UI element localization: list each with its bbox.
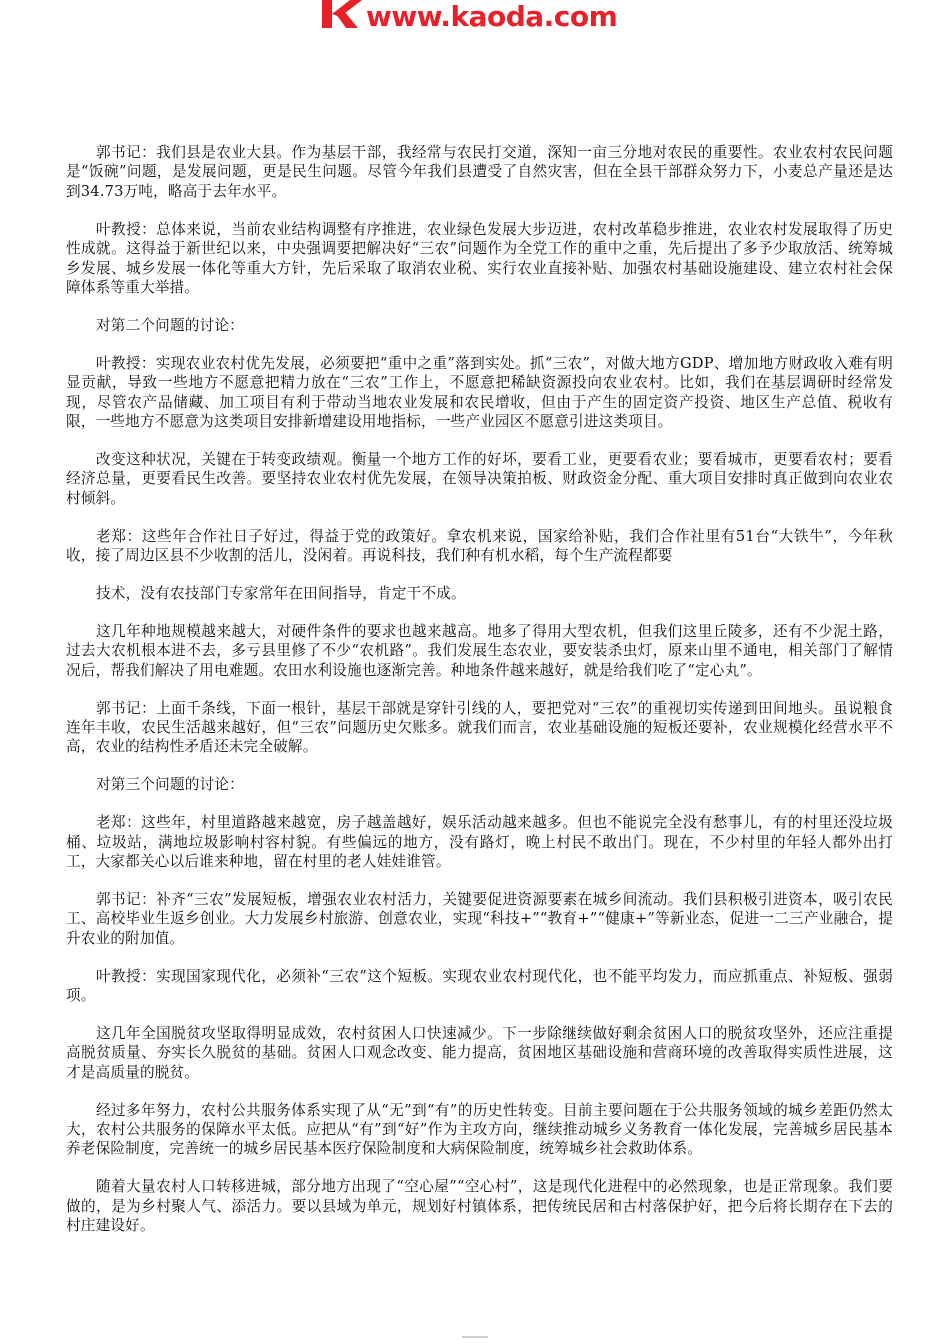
paragraph: 技术，没有农技部门专家常年在田间指导，肯定干不成。 [96, 584, 466, 602]
article-body [66, 143, 893, 1254]
k-logo-icon [318, 0, 362, 30]
site-logo-text[interactable]: www.kaoda.com [366, 0, 618, 33]
paragraph: 叶教授：实现农业农村优先发展，必须要把“重中之重”落到实处。抓“三农”，对做大地方GDP、增加地方财政收入难有明显贡献，导致一些地方不愿意把精力放在“三农”工作上，不愿意把稀缺资源投向农业农村。比如，我们在基层调研时经常发现，尽管农产品储藏、加工项目有利于带动当地农业发展和农民增收，但由于产生的固定资产投资、地区生产总值、税收有限，一些地方不愿意为这类项目安排新增建设用地指标，一些产业园区不愿意引进这类项目。 [66, 354, 893, 430]
paragraph: 这几年种地规模越来越大，对硬件条件的要求也越来越高。地多了得用大型农机，但我们这里丘陵多，还有不少泥土路，过去大农机根本进不去，多亏县里修了不少“农机路”。我们发展生态农业，要安装杀虫灯，原来山里不通电，相关部门了解情况后，帮我们解决了用电难题。农田水利设施也逐渐完善。种地条件越来越好，就是给我们吃了“定心丸”。 [66, 622, 893, 679]
paragraph: 郭书记：补齐“三农”发展短板，增强农业农村活力，关键要促进资源要素在城乡间流动。我们县积极引进资本，吸引农民工、高校毕业生返乡创业。大力发展乡村旅游、创意农业，实现“科技+”“教育+”“健康+”等新业态，促进一二三产业融合，提升农业的附加值。 [66, 890, 893, 947]
paragraph: 郭书记：我们县是农业大县。作为基层干部，我经常与农民打交道，深知一亩三分地对农民的重要性。农业农村农民问题是“饭碗”问题，是发展问题，更是民生问题。尽管今年我们县遭受了自然灾害，但在全县干部群众努力下，小麦总产量还是达到34.73万吨，略高于去年水平。 [66, 144, 893, 200]
paragraph: 叶教授：总体来说，当前农业结构调整有序推进，农业绿色发展大步迈进，农村改革稳步推进，农业农村发展取得了历史性成就。这得益于新世纪以来，中央强调要把解决好“三农”问题作为全党工作的重中之重，先后提出了多予少取放活、统筹城乡发展、城乡发展一体化等重大方针，先后采取了取消农业税、实行农业直接补贴、加强农村基础设施建设、建立农村社会保障体系等重大举措。 [66, 220, 893, 296]
site-header [0, 0, 950, 44]
paragraph: 老郑：这些年，村里道路越来越宽，房子越盖越好，娱乐活动越来越多。但也不能说完全没有愁事儿，有的村里还没垃圾桶、垃圾站，满地垃圾影响村容村貌。有些偏远的地方，没有路灯，晚上村民不敢出门。现在，不少村里的年轻人都外出打工，大家都关心以后谁来种地，留在村里的老人娃娃谁管。 [66, 814, 893, 870]
footer-divider [462, 1336, 488, 1338]
paragraph: 郭书记：上面千条线，下面一根针，基层干部就是穿针引线的人，要把党对“三农”的重视切实传递到田间地头。虽说粮食连年丰收，农民生活越来越好，但“三农”问题历史欠账多。就我们而言，农业基础设施的短板还要补，农业规模化经营水平不高，农业的结构性矛盾还未完全破解。 [66, 699, 893, 756]
section-heading: 对第二个问题的讨论： [96, 316, 244, 334]
paragraph: 改变这种状况，关键在于转变政绩观。衡量一个地方工作的好坏，要看工业，更要看农业；要看城市，更要看农村；要看经济总量，更要看民生改善。要坚持农业农村优先发展，在领导决策拍板、财政资金分配、重大项目安排时真正做到向农业农村倾斜。 [66, 450, 893, 507]
paragraph: 随着大量农村人口转移进城，部分地方出现了“空心屋”“空心村”，这是现代化进程中的必然现象，也是正常现象。我们要做的，是为乡村聚人气、添活力。要以县域为单元，规划好村镇体系，把传统民居和古村落保护好，把今后将长期存在下去的村庄建设好。 [66, 1178, 893, 1235]
paragraph: 这几年全国脱贫攻坚取得明显成效，农村贫困人口快速减少。下一步除继续做好剩余贫困人口的脱贫攻坚外，还应注重提高脱贫质量、夯实长久脱贫的基础。贫困人口观念改变、能力提高，贫困地区基础设施和营商环境的改善取得实质性进展，这才是高质量的脱贫。 [66, 1024, 893, 1081]
paragraph: 老郑：这些年合作社日子好过，得益于党的政策好。拿农机来说，国家给补贴，我们合作社里有51台“大铁牛”，今年秋收，接了周边区县不少收割的活儿，没闲着。再说科技，我们种有机水稻，每个生产流程都要 [66, 527, 893, 564]
paragraph: 叶教授：实现国家现代化，必须补“三农”这个短板。实现农业农村现代化，也不能平均发力，而应抓重点、补短板、强弱项。 [66, 967, 893, 1004]
paragraph: 经过多年努力，农村公共服务体系实现了从“无”到“有”的历史性转变。目前主要问题在于公共服务领域的城乡差距仍然太大，农村公共服务的保障水平太低。应把从“有”到“好”作为主攻方向，继续推动城乡义务教育一体化发展，完善城乡居民基本养老保险制度，完善统一的城乡居民基本医疗保险制度和大病保险制度，统筹城乡社会救助体系。 [66, 1101, 893, 1158]
section-heading: 对第三个问题的讨论： [96, 776, 244, 794]
